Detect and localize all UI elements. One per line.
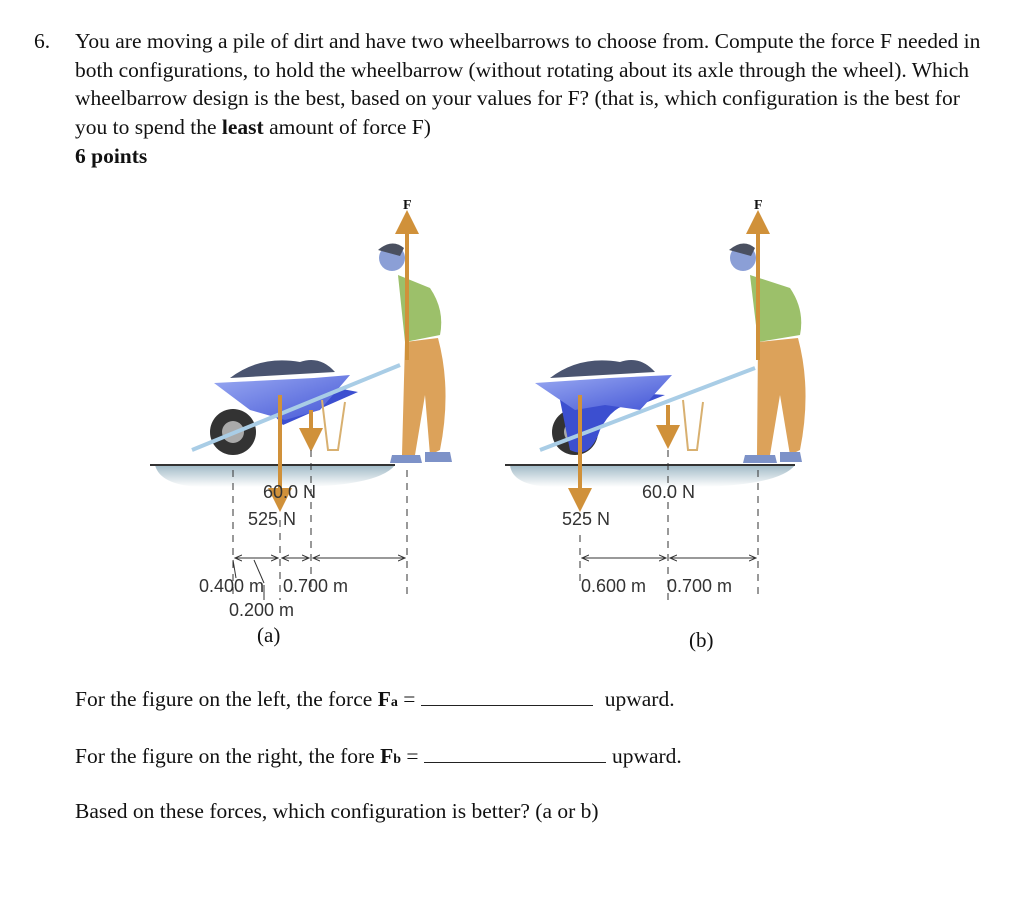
load-force-label-b: 525 N bbox=[562, 509, 611, 529]
answer-b-suffix: upward. bbox=[611, 744, 682, 768]
question-bold-word: least bbox=[221, 115, 264, 140]
answer-a-suffix: upward. bbox=[604, 687, 675, 711]
answer-a-subscript: a bbox=[390, 695, 398, 710]
question-points: 6 points bbox=[75, 143, 148, 168]
answer-line-b bbox=[75, 742, 682, 769]
load-force-label-a: 525 N bbox=[248, 509, 297, 529]
answer-line-a bbox=[75, 685, 675, 712]
answer-a-equals: = bbox=[397, 687, 421, 711]
panel-a-drawing bbox=[150, 222, 452, 600]
answer-b-subscript: b bbox=[393, 752, 402, 767]
distance-label-b-2: 0.700 m bbox=[667, 576, 733, 596]
answer-b-blank[interactable] bbox=[424, 742, 606, 763]
barrow-force-label-b: 60.0 N bbox=[642, 482, 696, 502]
force-vector-label-b: F bbox=[754, 198, 763, 213]
barrow-force-label-a: 60.0 N bbox=[263, 482, 317, 502]
answer-b-symbol: F bbox=[380, 744, 394, 768]
answer-a-prompt: For the figure on the left, the force bbox=[75, 687, 378, 711]
distance-label-a-3: 0.700 m bbox=[283, 576, 349, 596]
question-body: You are moving a pile of dirt and have two wheelbarrows to choose from. Compute the force F needed in both configurations, to hold the wheelbarrow (without rotating about its axle through the wheel). Which wheelbarrow design is the best, based on your values for F? (that is, which configuration is the best for you to spend the bbox=[75, 29, 981, 140]
distance-label-b-1: 0.600 m bbox=[581, 576, 647, 596]
distance-label-a-1: 0.400 m bbox=[199, 576, 265, 596]
caption-a: (a) bbox=[257, 623, 281, 647]
question-body-end: amount of force F) bbox=[263, 115, 431, 140]
answer-b-prompt: For the figure on the right, the fore bbox=[75, 744, 381, 768]
answer-b-equals: = bbox=[401, 744, 424, 768]
answer-line-c: Based on these forces, which configuration is better? (a or b) bbox=[75, 799, 599, 823]
question-number: 6. bbox=[34, 29, 51, 53]
panel-b-drawing bbox=[505, 222, 806, 600]
force-vector-label-a: F bbox=[403, 198, 412, 213]
caption-b: (b) bbox=[689, 628, 714, 652]
distance-label-a-2: 0.200 m bbox=[229, 600, 295, 620]
answer-a-symbol: F bbox=[377, 687, 391, 711]
answer-a-blank[interactable] bbox=[421, 685, 593, 706]
